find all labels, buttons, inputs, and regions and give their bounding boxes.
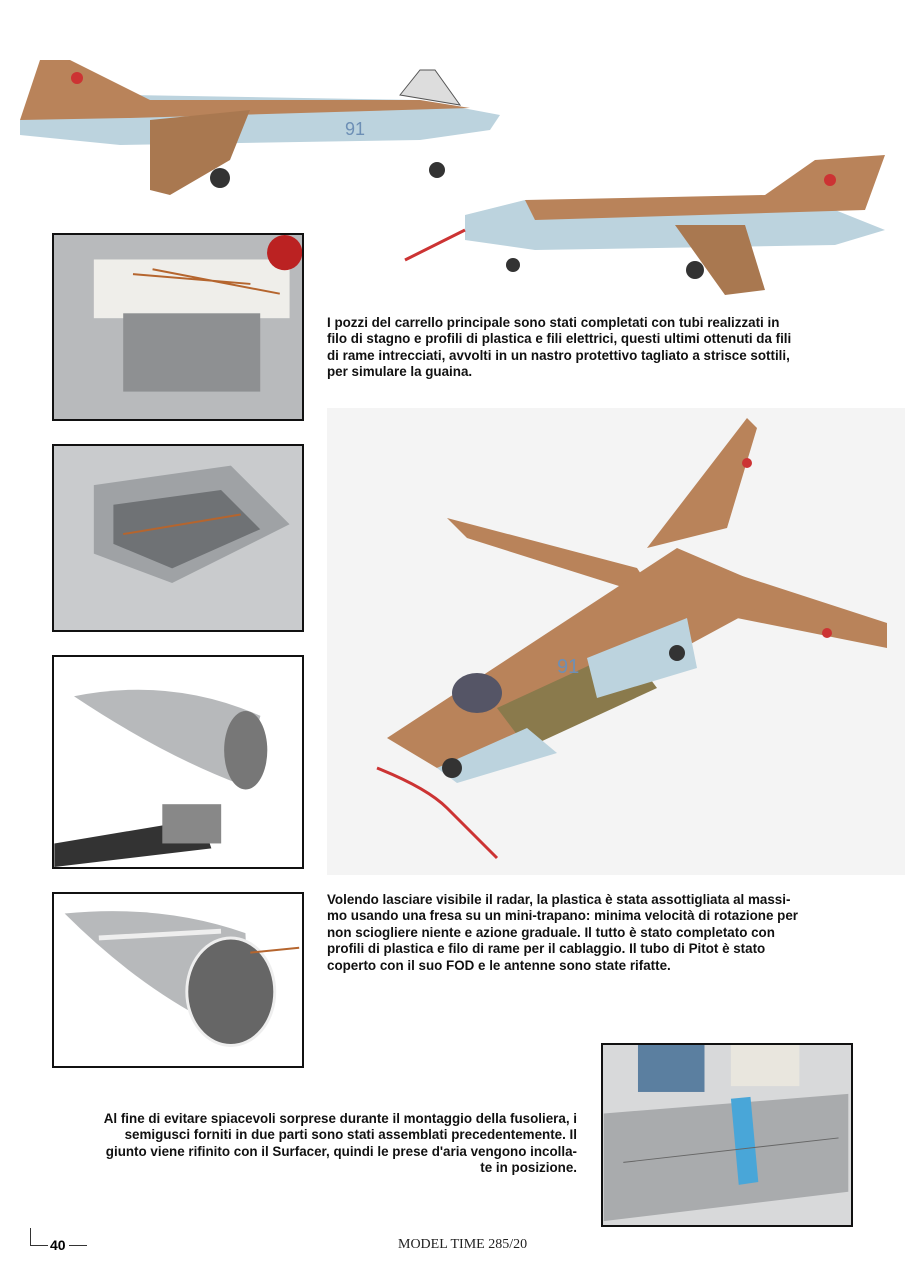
corner-mark: [30, 1245, 48, 1246]
caption-landing-gear: [327, 315, 791, 381]
caption-line: semigusci forniti in due parti sono stati assemblati precedentemente. Il: [124, 1127, 577, 1143]
svg-text:91: 91: [345, 119, 366, 139]
photo-radome-wiring: [52, 892, 304, 1068]
caption-line: mo usando una fresa su un mini-trapano: minima velocità di rotazione per: [327, 908, 798, 924]
page-number: 40: [50, 1237, 66, 1253]
caption-line: Al fine di evitare spiacevoli sorprese durante il montaggio della fusoliera, i: [103, 1111, 577, 1126]
photo-aircraft-side-right: [385, 140, 905, 310]
caption-line: Volendo lasciare visibile il radar, la plastica è stata assottigliata al massi-: [327, 892, 791, 907]
photo-wheel-well-assembled: [52, 444, 304, 632]
magazine-issue: MODEL TIME 285/20: [398, 1237, 528, 1252]
caption-radar: [327, 892, 798, 974]
corner-mark: [30, 1228, 31, 1245]
svg-text:91: 91: [557, 656, 580, 678]
caption-line: I pozzi del carrello principale sono stati completati con tubi realizzati in: [327, 315, 780, 330]
caption-line: coperto con il suo FOD e le antenne sono state rifatte.: [327, 957, 671, 973]
caption-line: filo di stagno e profili di plastica e fili elettrici, questi ultimi ottenuti da fili: [327, 331, 792, 347]
caption-line: profili di plastica e filo di rame per il cablaggio. Il tubo di Pitot è stato: [327, 941, 766, 957]
caption-line: non sciogliere niente e azione graduale. Il tutto è stato completato con: [327, 924, 775, 940]
caption-line: giunto viene rifinito con il Surfacer, quindi le prese d'aria vengono incolla-: [105, 1143, 577, 1159]
photo-fuselage-surfacer: [601, 1043, 853, 1227]
caption-line: di rame intrecciati, avvolti in un nastro protettivo tagliato a strisce sottili,: [327, 347, 790, 363]
caption-line: per simulare la guaina.: [327, 364, 473, 380]
photo-radome-drilling: [52, 655, 304, 869]
caption-line: te in posizione.: [480, 1160, 577, 1176]
folio-rule: [69, 1245, 87, 1246]
photo-aircraft-front-three-quarter: [327, 408, 905, 875]
caption-fuselage: [104, 1111, 577, 1177]
photo-wheel-well-wiring: [52, 233, 304, 421]
